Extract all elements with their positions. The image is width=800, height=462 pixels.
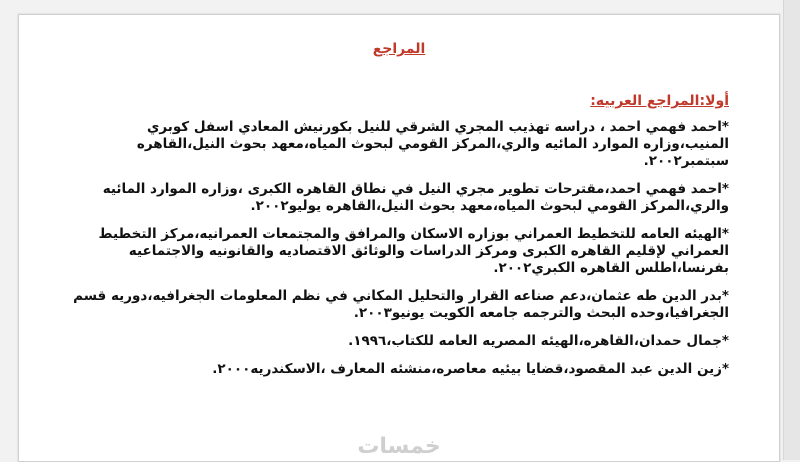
reference-item: *احمد فهمي احمد،مقترحات تطوير مجري النيل في نطاق القاهره الكبرى ،وزاره الموارد المائيه والري،المركز القومي لبحوث المياه،معهد بحوث النيل،القاهره يوليو٢٠٠٢. <box>102 181 729 214</box>
reference-item: *بدر الدين طه عثمان،دعم صناعه القرار والتحليل المكاني في نظم المعلومات الجغرافيه،دوريه قسم الجغرافيا،وحده البحث والترجمه جامعه الكويت يونيو٢٠٠٣. <box>73 288 729 321</box>
watermark: خمسات <box>357 434 441 459</box>
page-title: المراجع <box>372 41 426 57</box>
reference-item: *جمال حمدان،القاهره،الهيئه المصريه العامه للكتاب،١٩٩٦. <box>348 333 729 349</box>
reference-item: *زين الدين عبد المقصود،قضايا بيئيه معاصره،منشئه المعارف ،الاسكندريه٢٠٠٠. <box>212 361 729 377</box>
reference-item: *الهيئه العامه للتخطيط العمراني بوزاره الاسكان والمرافق والمجتمعات العمرانيه،مركز التخطيط العمراني لإقليم القاهره الكبرى ومركز الدراسات والوثائق الاقتصاديه والقانونيه والاجتماعيه بفرنسا،اطلس القاهره الكبري٢٠٠٢. <box>98 226 729 276</box>
reference-item: *احمد فهمي احمد ، دراسه تهذيب المجري الشرقي للنيل بكورنيش المعادي اسفل كوبري المنيب،وزاره الموارد المائيه والري،المركز القومي لبحوث المياه،معهد بحوث النيل،القاهره سبتمبر٢٠٠٢. <box>136 119 729 169</box>
document-page <box>18 14 780 462</box>
reference-list <box>69 119 729 389</box>
window-edge-strip <box>783 0 800 460</box>
section-heading: أولا:المراجع العربيه: <box>590 93 729 109</box>
